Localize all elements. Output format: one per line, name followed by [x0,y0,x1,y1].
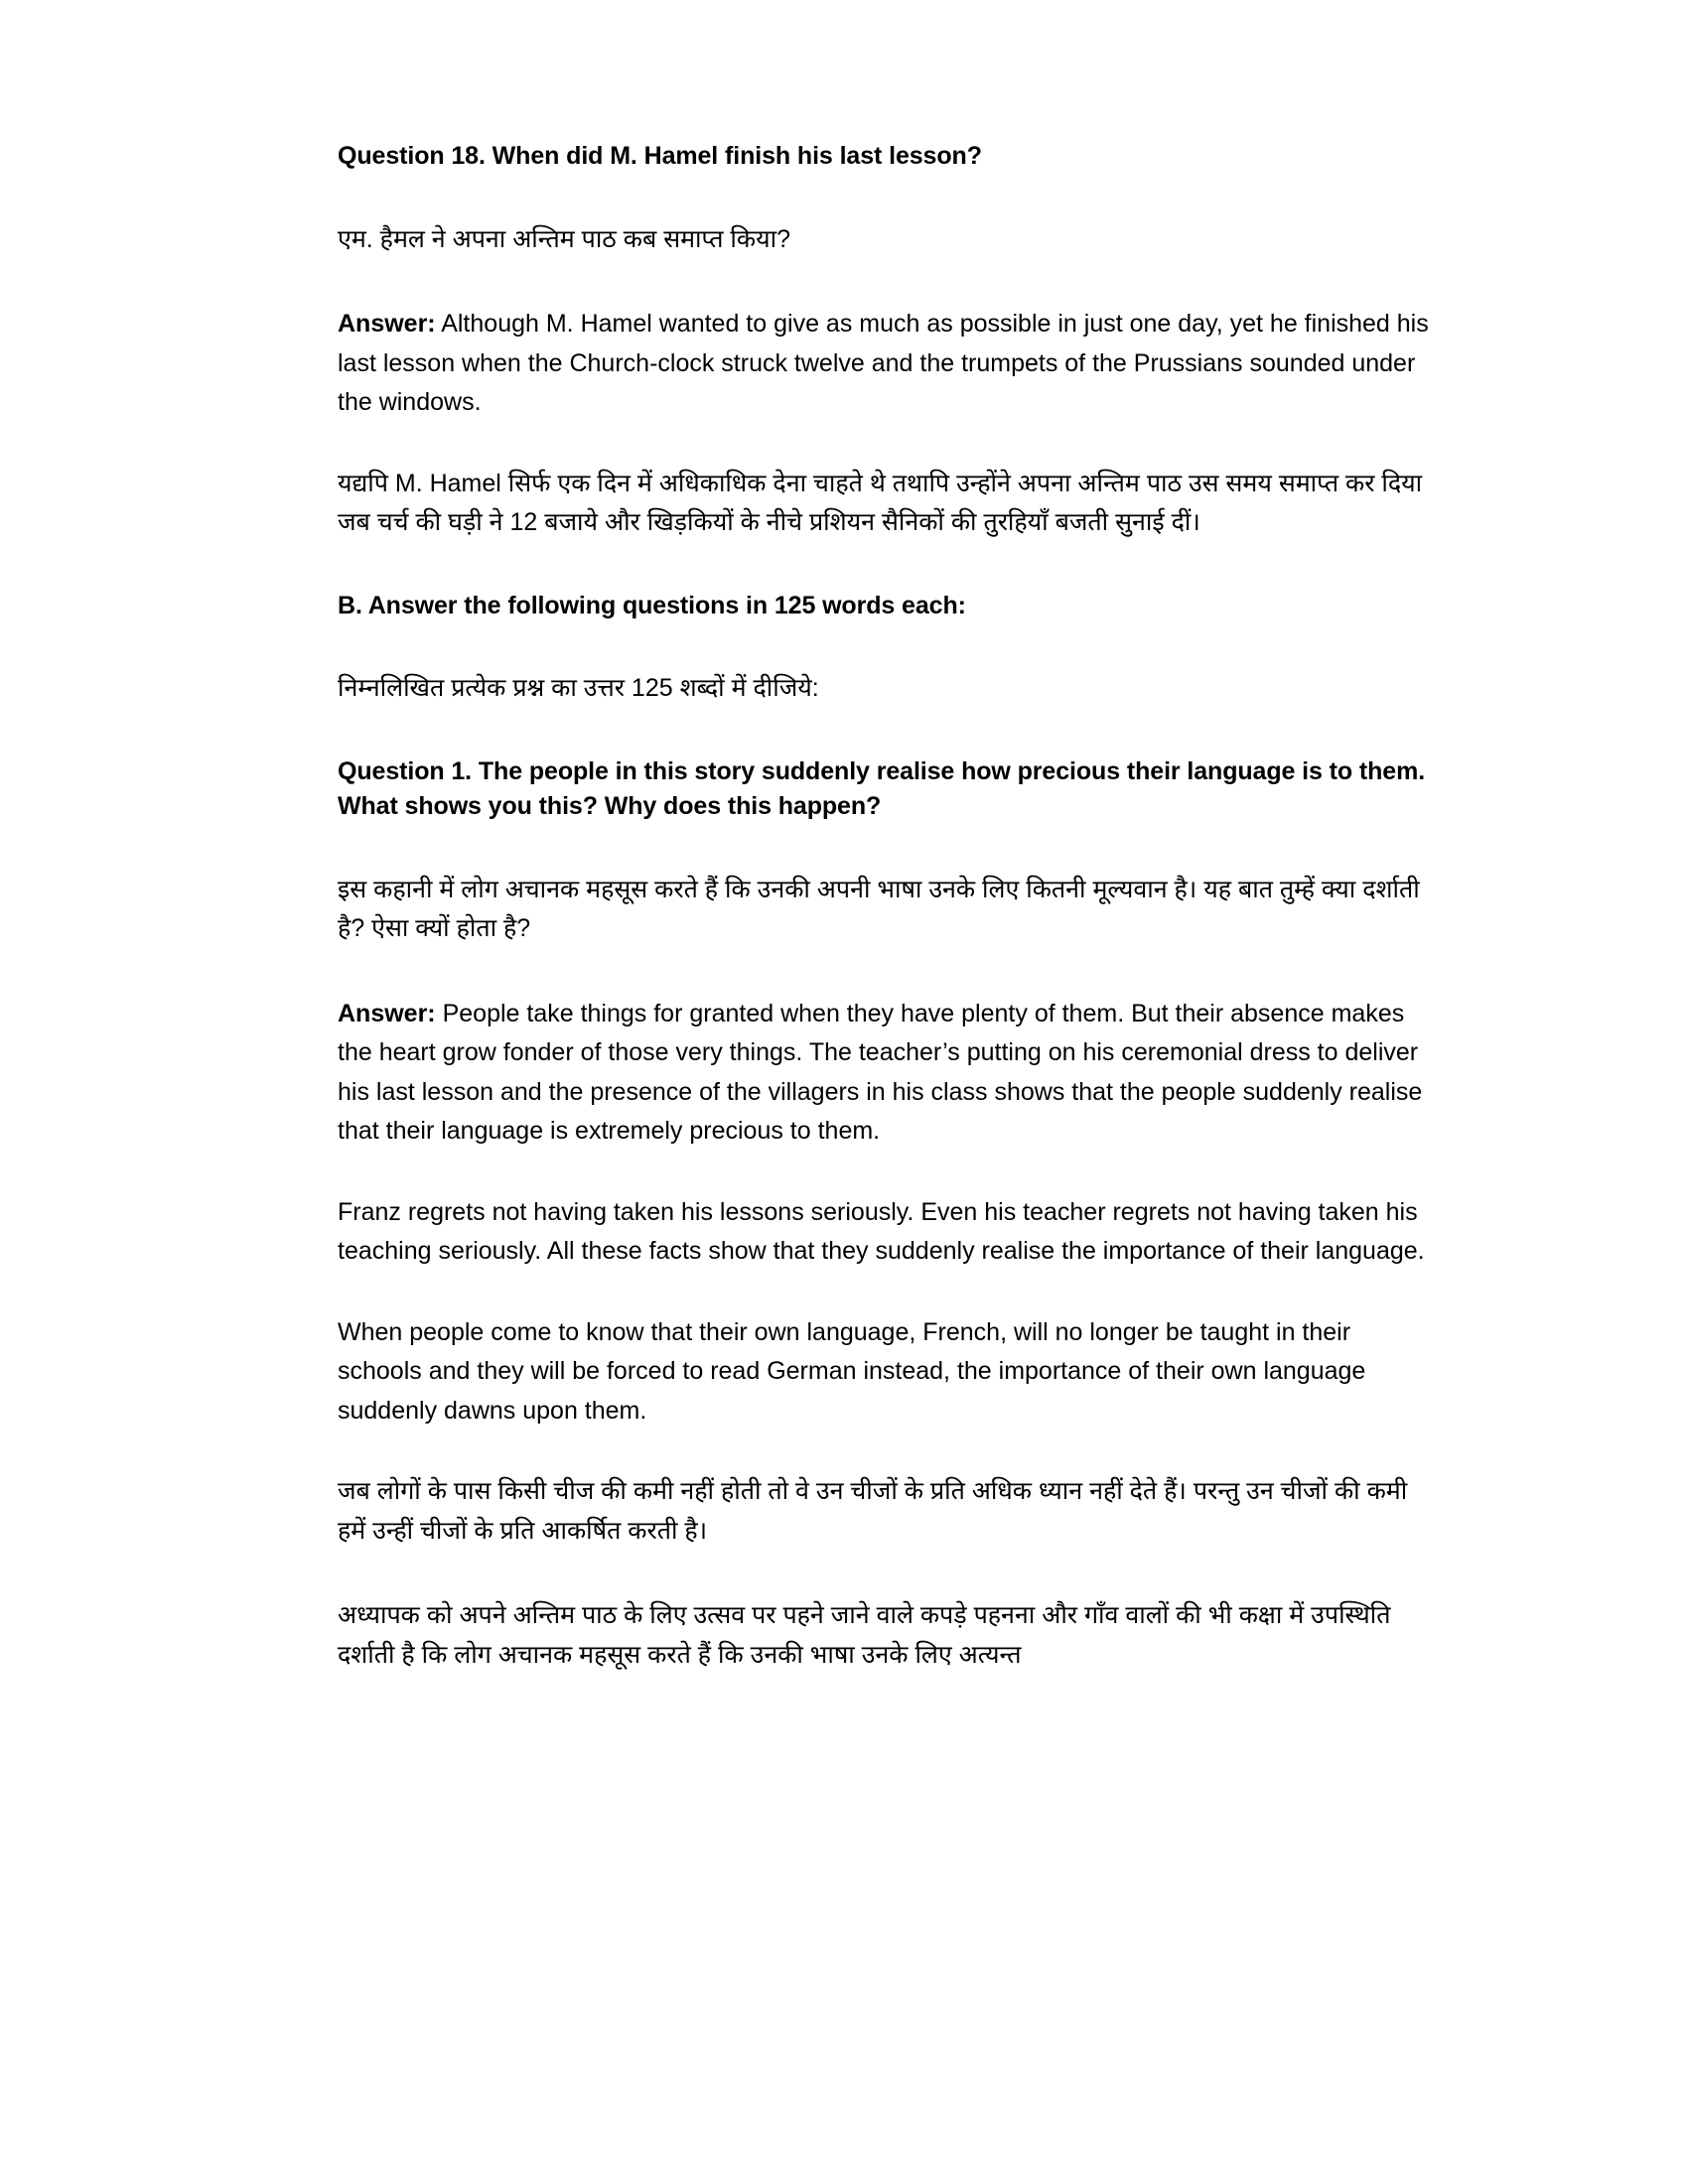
question-1-answer-paragraph-2: Franz regrets not having taken his lessons seriously. Even his teacher regrets not having taken his teaching seriously. All these facts show that they suddenly realise the importance of their language. [338,1197,1425,1265]
question-1-hindi-text: इस कहानी में लोग अचानक महसूस करते हैं कि उनकी अपनी भाषा उनके लिए कितनी मूल्यवान है। यह बात तुम्हें क्या दर्शाती है? ऐसा क्यों होता है? [338,875,1420,942]
question-18-answer-hindi: यद्यपि M. Hamel सिर्फ एक दिन में अधिकाधिक देना चाहते थे तथापि उन्होंने अपना अन्तिम पाठ उस समय समाप्त कर दिया जब चर्च की घड़ी ने 12 बजाये और खिड़कियों के नीचे प्रशियन सैनिकों की तुरहियाँ बजती सुनाई दीं। [338,469,1423,536]
question-18-answer-paragraph [338,305,1430,423]
answer-label: Answer: [338,999,436,1027]
question-18-hindi-text: एम. हैमल ने अपना अन्तिम पाठ कब समाप्त किया? [338,224,790,253]
question-1-answer-hindi-1: जब लोगों के पास किसी चीज की कमी नहीं होती तो वे उन चीजों के प्रति अधिक ध्यान नहीं देते हैं। परन्तु उन चीजों की कमी हमें उन्हीं चीजों के प्रति आकर्षित करती है। [338,1477,1408,1545]
question-1-answer-paragraph-3: When people come to know that their own language, French, will no longer be taught in their schools and they will be forced to read German instead, the importance of their own language suddenly dawns upon them. [338,1317,1366,1425]
answer-text: People take things for granted when they have plenty of them. But their absence makes the heart grow fonder of those very things. The teacher’s putting on his ceremonial dress to deliver his last lesson and the presence of the villagers in his class shows that the people suddenly realise that their language is extremely precious to them. [338,999,1423,1145]
answer-label: Answer: [338,310,436,338]
answer-text: Although M. Hamel wanted to give as much as possible in just one day, yet he finished his last lesson when the Church-clock struck twelve and the trumpets of the Prussians sounded under the windows. [338,310,1429,416]
question-18-heading: Question 18. When did M. Hamel finish his last lesson? [338,142,982,170]
question-1-answer-hindi-2: अध्यापक को अपने अन्तिम पाठ के लिए उत्सव पर पहने जाने वाले कपड़े पहनना और गाँव वालों की भी कक्षा में उपस्थिति दर्शाती है कि लोग अचानक महसूस करते हैं कि उनकी भाषा उनके लिए अत्यन्त [338,1601,1391,1669]
section-b-heading: B. Answer the following questions in 125 words each: [338,591,966,619]
page-content [199,139,1489,1675]
section-b-hindi-text: निम्नलिखित प्रत्येक प्रश्न का उत्तर 125 शब्दों में दीजिये: [338,674,819,702]
question-1-answer-paragraph-1 [338,995,1430,1152]
question-1-heading: Question 1. The people in this story suddenly realise how precious their language is to them. What shows you this? Why does this happen? [338,756,1426,820]
